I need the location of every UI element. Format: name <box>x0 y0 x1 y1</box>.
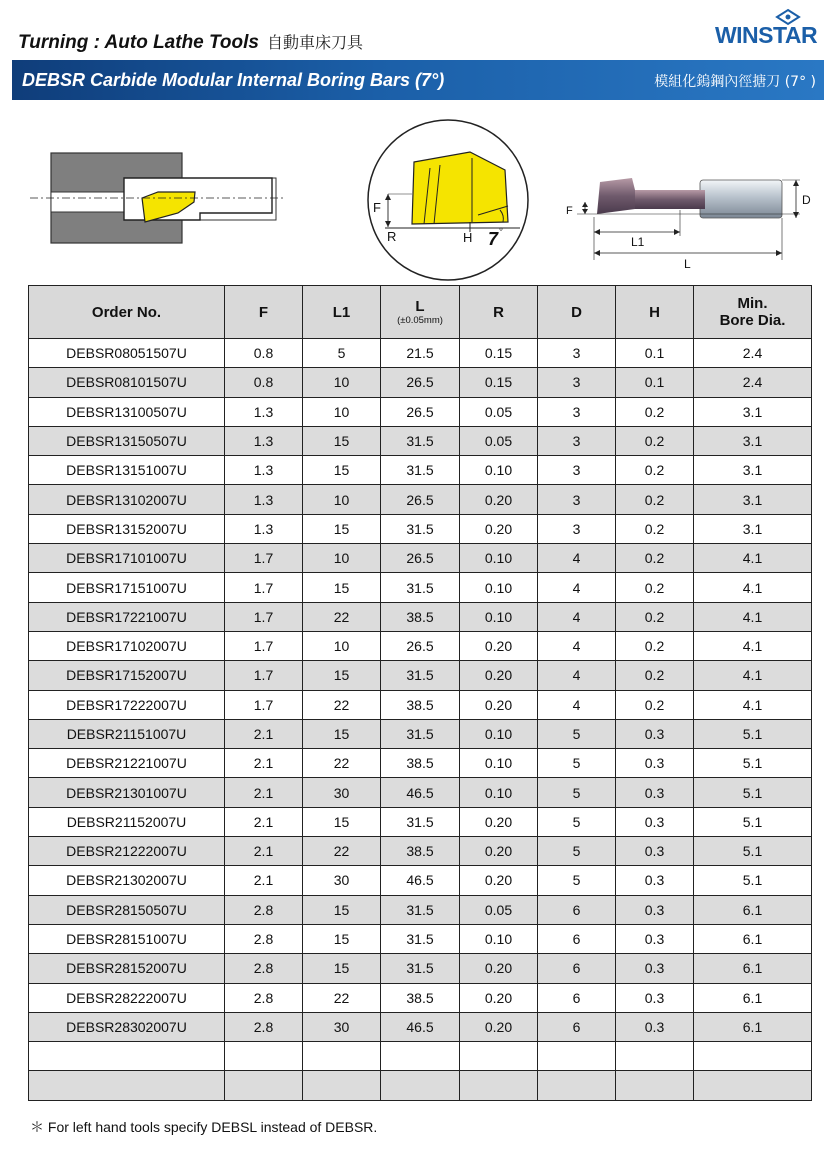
cell-f <box>225 1071 303 1100</box>
cell-f: 1.7 <box>225 544 303 573</box>
cell-l1: 15 <box>303 456 381 485</box>
cell-f: 2.8 <box>225 954 303 983</box>
cell-f: 2.1 <box>225 866 303 895</box>
cell-l1: 5 <box>303 339 381 368</box>
cell-d: 4 <box>538 544 616 573</box>
cell-f: 1.7 <box>225 573 303 602</box>
cell-order: DEBSR08101507U <box>29 368 225 397</box>
cell-l: 31.5 <box>381 661 460 690</box>
cell-d: 4 <box>538 690 616 719</box>
cell-l1: 15 <box>303 924 381 953</box>
col-f: F <box>225 286 303 339</box>
detail-label-f: F <box>373 200 381 215</box>
cell-r: 0.10 <box>460 456 538 485</box>
cell-f <box>225 1042 303 1071</box>
cell-h: 0.3 <box>616 866 694 895</box>
cell-order <box>29 1071 225 1100</box>
cell-order: DEBSR28222007U <box>29 983 225 1012</box>
detail-label-angle: 7 <box>488 229 499 249</box>
cell-l1: 30 <box>303 866 381 895</box>
cell-f: 1.7 <box>225 602 303 631</box>
cell-order: DEBSR13152007U <box>29 514 225 543</box>
table-row <box>29 1012 812 1041</box>
cell-r: 0.05 <box>460 895 538 924</box>
bore-cross-section <box>30 153 285 243</box>
cell-l: 26.5 <box>381 485 460 514</box>
cell-h: 0.2 <box>616 485 694 514</box>
cell-d: 3 <box>538 339 616 368</box>
cell-min: 3.1 <box>694 397 812 426</box>
cell-h: 0.3 <box>616 924 694 953</box>
table-row <box>29 485 812 514</box>
cell-order: DEBSR17102007U <box>29 631 225 660</box>
cell-r: 0.10 <box>460 544 538 573</box>
cell-h: 0.2 <box>616 631 694 660</box>
cell-l: 31.5 <box>381 573 460 602</box>
cell-l <box>381 1071 460 1100</box>
cell-f: 1.3 <box>225 456 303 485</box>
cell-r: 0.20 <box>460 661 538 690</box>
cell-r: 0.10 <box>460 573 538 602</box>
cell-order: DEBSR17151007U <box>29 573 225 602</box>
cell-l1: 22 <box>303 837 381 866</box>
table-row <box>29 426 812 455</box>
cell-order: DEBSR08051507U <box>29 339 225 368</box>
logo-text-win: WIN <box>714 22 759 48</box>
cell-d: 3 <box>538 456 616 485</box>
cell-l1: 10 <box>303 485 381 514</box>
col-l-tolerance: (±0.05mm) <box>397 315 443 326</box>
cell-r <box>460 1042 538 1071</box>
cell-r: 0.20 <box>460 485 538 514</box>
table-row <box>29 339 812 368</box>
table-row <box>29 719 812 748</box>
cell-h: 0.2 <box>616 397 694 426</box>
cell-order: DEBSR28302007U <box>29 1012 225 1041</box>
cell-l1: 15 <box>303 426 381 455</box>
cell-f: 2.8 <box>225 924 303 953</box>
cell-l1: 22 <box>303 690 381 719</box>
detail-view <box>368 120 528 280</box>
table-row <box>29 924 812 953</box>
col-min-line2: Bore Dia. <box>719 312 786 329</box>
table-row <box>29 807 812 836</box>
table-row <box>29 749 812 778</box>
cell-d: 3 <box>538 368 616 397</box>
cell-r: 0.10 <box>460 924 538 953</box>
cell-min <box>694 1071 812 1100</box>
table-row <box>29 866 812 895</box>
cell-r: 0.10 <box>460 778 538 807</box>
cell-h: 0.3 <box>616 807 694 836</box>
detail-label-h: H <box>463 230 473 245</box>
cell-h: 0.2 <box>616 661 694 690</box>
table-row <box>29 514 812 543</box>
cell-order: DEBSR21301007U <box>29 778 225 807</box>
tool-label-l: L <box>684 257 691 271</box>
cell-r: 0.05 <box>460 426 538 455</box>
cell-order: DEBSR17152007U <box>29 661 225 690</box>
cell-r: 0.20 <box>460 631 538 660</box>
cell-h: 0.2 <box>616 690 694 719</box>
cell-min: 6.1 <box>694 924 812 953</box>
cell-order: DEBSR21222007U <box>29 837 225 866</box>
cell-l: 31.5 <box>381 924 460 953</box>
cell-l: 38.5 <box>381 983 460 1012</box>
cell-r: 0.20 <box>460 807 538 836</box>
cell-l: 46.5 <box>381 1012 460 1041</box>
cell-order: DEBSR21152007U <box>29 807 225 836</box>
cell-l1: 10 <box>303 397 381 426</box>
winstar-logo <box>706 8 826 52</box>
cell-h: 0.2 <box>616 514 694 543</box>
cell-order: DEBSR21151007U <box>29 719 225 748</box>
cell-r: 0.20 <box>460 866 538 895</box>
cell-l1: 15 <box>303 807 381 836</box>
cell-r: 0.10 <box>460 602 538 631</box>
cell-f: 2.1 <box>225 719 303 748</box>
cell-l1: 22 <box>303 602 381 631</box>
cell-min: 3.1 <box>694 485 812 514</box>
cell-f: 0.8 <box>225 339 303 368</box>
table-row <box>29 661 812 690</box>
cell-f: 1.7 <box>225 631 303 660</box>
cell-d: 6 <box>538 954 616 983</box>
section-title-cjk: 模組化鎢鋼內徑搪刀 (7° ) <box>654 74 816 90</box>
cell-order <box>29 1042 225 1071</box>
spec-table <box>28 285 812 1101</box>
cell-l1: 10 <box>303 368 381 397</box>
cell-order: DEBSR13102007U <box>29 485 225 514</box>
cell-order: DEBSR13150507U <box>29 426 225 455</box>
cell-min: 3.1 <box>694 456 812 485</box>
cell-min: 4.1 <box>694 573 812 602</box>
cell-d <box>538 1071 616 1100</box>
page-title-cjk: 自動車床刀具 <box>267 33 364 52</box>
cell-d: 5 <box>538 866 616 895</box>
cell-l: 38.5 <box>381 690 460 719</box>
logo-text <box>706 22 826 49</box>
table-row <box>29 954 812 983</box>
cell-d: 5 <box>538 837 616 866</box>
col-l1: L1 <box>303 286 381 339</box>
table-row <box>29 573 812 602</box>
table-row <box>29 837 812 866</box>
cell-d: 5 <box>538 807 616 836</box>
detail-label-r: R <box>387 229 397 244</box>
cell-r: 0.20 <box>460 690 538 719</box>
cell-min: 5.1 <box>694 719 812 748</box>
table-row <box>29 983 812 1012</box>
cell-l1: 15 <box>303 954 381 983</box>
cell-l: 31.5 <box>381 426 460 455</box>
cell-l1 <box>303 1042 381 1071</box>
cell-l: 26.5 <box>381 368 460 397</box>
cell-h <box>616 1042 694 1071</box>
cell-h: 0.1 <box>616 368 694 397</box>
col-min-bore <box>694 286 812 339</box>
table-row <box>29 1042 812 1071</box>
col-l-label: L <box>415 298 425 315</box>
cell-r: 0.15 <box>460 368 538 397</box>
cell-h: 0.3 <box>616 983 694 1012</box>
logo-text-star: STAR <box>758 22 818 48</box>
cell-d: 5 <box>538 719 616 748</box>
col-l <box>381 286 460 339</box>
cell-d: 5 <box>538 778 616 807</box>
tool-illustration <box>566 178 811 271</box>
cell-min: 3.1 <box>694 426 812 455</box>
cell-l: 31.5 <box>381 514 460 543</box>
cell-h: 0.3 <box>616 719 694 748</box>
cell-l: 46.5 <box>381 866 460 895</box>
cell-l: 38.5 <box>381 749 460 778</box>
cell-l <box>381 1042 460 1071</box>
cell-d: 3 <box>538 485 616 514</box>
cell-order: DEBSR28150507U <box>29 895 225 924</box>
cell-min: 5.1 <box>694 837 812 866</box>
cell-l: 26.5 <box>381 544 460 573</box>
cell-l: 26.5 <box>381 397 460 426</box>
cell-min <box>694 1042 812 1071</box>
cell-l: 46.5 <box>381 778 460 807</box>
cell-h: 0.2 <box>616 426 694 455</box>
table-body <box>29 339 812 1101</box>
cell-l1: 15 <box>303 573 381 602</box>
cell-h: 0.2 <box>616 456 694 485</box>
cell-l: 31.5 <box>381 807 460 836</box>
table-row <box>29 602 812 631</box>
cell-order: DEBSR28151007U <box>29 924 225 953</box>
cell-min: 6.1 <box>694 895 812 924</box>
section-title: DEBSR Carbide Modular Internal Boring Bars (7°) <box>22 70 445 90</box>
cell-order: DEBSR28152007U <box>29 954 225 983</box>
table-row <box>29 1071 812 1100</box>
cell-d: 6 <box>538 924 616 953</box>
col-min-line1: Min. <box>737 295 768 312</box>
cell-min: 2.4 <box>694 339 812 368</box>
cell-f: 1.3 <box>225 485 303 514</box>
table-header-row <box>29 286 812 339</box>
section-band <box>12 60 824 100</box>
cell-r: 0.20 <box>460 954 538 983</box>
table-row <box>29 895 812 924</box>
cell-order: DEBSR17222007U <box>29 690 225 719</box>
cell-l1: 22 <box>303 983 381 1012</box>
cell-min: 4.1 <box>694 602 812 631</box>
cell-d: 6 <box>538 1012 616 1041</box>
cell-f: 2.8 <box>225 1012 303 1041</box>
cell-l: 31.5 <box>381 954 460 983</box>
cell-l1: 15 <box>303 895 381 924</box>
cell-r <box>460 1071 538 1100</box>
table-row <box>29 368 812 397</box>
cell-d: 3 <box>538 514 616 543</box>
cell-l: 21.5 <box>381 339 460 368</box>
cell-order: DEBSR13151007U <box>29 456 225 485</box>
cell-h: 0.3 <box>616 749 694 778</box>
table-row <box>29 690 812 719</box>
tool-label-l1: L1 <box>631 235 645 249</box>
page-title <box>18 30 363 54</box>
cell-min: 5.1 <box>694 807 812 836</box>
cell-d <box>538 1042 616 1071</box>
page-title-en: Turning : Auto Lathe Tools <box>18 32 259 53</box>
cell-min: 2.4 <box>694 368 812 397</box>
cell-min: 6.1 <box>694 1012 812 1041</box>
cell-h: 0.3 <box>616 778 694 807</box>
cell-min: 6.1 <box>694 983 812 1012</box>
cell-l1 <box>303 1071 381 1100</box>
tool-label-d: D <box>802 193 811 207</box>
cell-min: 6.1 <box>694 954 812 983</box>
cell-h: 0.3 <box>616 895 694 924</box>
cell-r: 0.20 <box>460 514 538 543</box>
cell-l1: 15 <box>303 661 381 690</box>
cell-l1: 10 <box>303 631 381 660</box>
table-row <box>29 397 812 426</box>
cell-h: 0.2 <box>616 602 694 631</box>
table-row <box>29 544 812 573</box>
col-order: Order No. <box>29 286 225 339</box>
col-h: H <box>616 286 694 339</box>
cell-order: DEBSR21302007U <box>29 866 225 895</box>
cell-h: 0.1 <box>616 339 694 368</box>
cell-d: 6 <box>538 983 616 1012</box>
cell-d: 4 <box>538 602 616 631</box>
cell-r: 0.10 <box>460 719 538 748</box>
cell-l1: 30 <box>303 1012 381 1041</box>
cell-min: 4.1 <box>694 690 812 719</box>
cell-min: 3.1 <box>694 514 812 543</box>
cell-l1: 15 <box>303 514 381 543</box>
cell-l1: 10 <box>303 544 381 573</box>
cell-f: 1.7 <box>225 661 303 690</box>
cell-h: 0.3 <box>616 954 694 983</box>
cell-d: 4 <box>538 631 616 660</box>
cell-l1: 22 <box>303 749 381 778</box>
cell-min: 4.1 <box>694 661 812 690</box>
cell-order: DEBSR17101007U <box>29 544 225 573</box>
cell-f: 1.3 <box>225 426 303 455</box>
cell-d: 5 <box>538 749 616 778</box>
cell-r: 0.05 <box>460 397 538 426</box>
cell-d: 4 <box>538 661 616 690</box>
cell-h: 0.2 <box>616 544 694 573</box>
cell-f: 1.3 <box>225 514 303 543</box>
cell-h: 0.3 <box>616 837 694 866</box>
cell-min: 5.1 <box>694 778 812 807</box>
cell-min: 5.1 <box>694 866 812 895</box>
table-row <box>29 456 812 485</box>
cell-f: 1.7 <box>225 690 303 719</box>
cell-h: 0.2 <box>616 573 694 602</box>
cell-order: DEBSR17221007U <box>29 602 225 631</box>
cell-l1: 15 <box>303 719 381 748</box>
col-r: R <box>460 286 538 339</box>
cell-r: 0.20 <box>460 983 538 1012</box>
table-row <box>29 631 812 660</box>
cell-f: 2.8 <box>225 983 303 1012</box>
cell-min: 4.1 <box>694 544 812 573</box>
cell-min: 5.1 <box>694 749 812 778</box>
cell-r: 0.20 <box>460 1012 538 1041</box>
cell-r: 0.15 <box>460 339 538 368</box>
cell-order: DEBSR13100507U <box>29 397 225 426</box>
cell-d: 4 <box>538 573 616 602</box>
cell-h: 0.3 <box>616 1012 694 1041</box>
cell-l: 38.5 <box>381 602 460 631</box>
cell-f: 0.8 <box>225 368 303 397</box>
cell-h <box>616 1071 694 1100</box>
cell-r: 0.20 <box>460 837 538 866</box>
cell-f: 2.1 <box>225 778 303 807</box>
cell-order: DEBSR21221007U <box>29 749 225 778</box>
cell-f: 2.1 <box>225 749 303 778</box>
cell-min: 4.1 <box>694 631 812 660</box>
cell-l: 31.5 <box>381 895 460 924</box>
cell-f: 2.1 <box>225 837 303 866</box>
footnote: ＊ For left hand tools specify DEBSL instead of DEBSR. <box>30 1119 378 1135</box>
tool-diagram <box>0 110 836 285</box>
table-row <box>29 778 812 807</box>
cell-d: 6 <box>538 895 616 924</box>
tool-label-f: F <box>566 205 573 217</box>
cell-f: 2.8 <box>225 895 303 924</box>
cell-f: 2.1 <box>225 807 303 836</box>
col-d: D <box>538 286 616 339</box>
cell-r: 0.10 <box>460 749 538 778</box>
degree-icon: ° <box>499 227 503 238</box>
cell-l1: 30 <box>303 778 381 807</box>
cell-l: 26.5 <box>381 631 460 660</box>
cell-d: 3 <box>538 397 616 426</box>
cell-f: 1.3 <box>225 397 303 426</box>
cell-l: 38.5 <box>381 837 460 866</box>
cell-l: 31.5 <box>381 456 460 485</box>
cell-l: 31.5 <box>381 719 460 748</box>
cell-d: 3 <box>538 426 616 455</box>
